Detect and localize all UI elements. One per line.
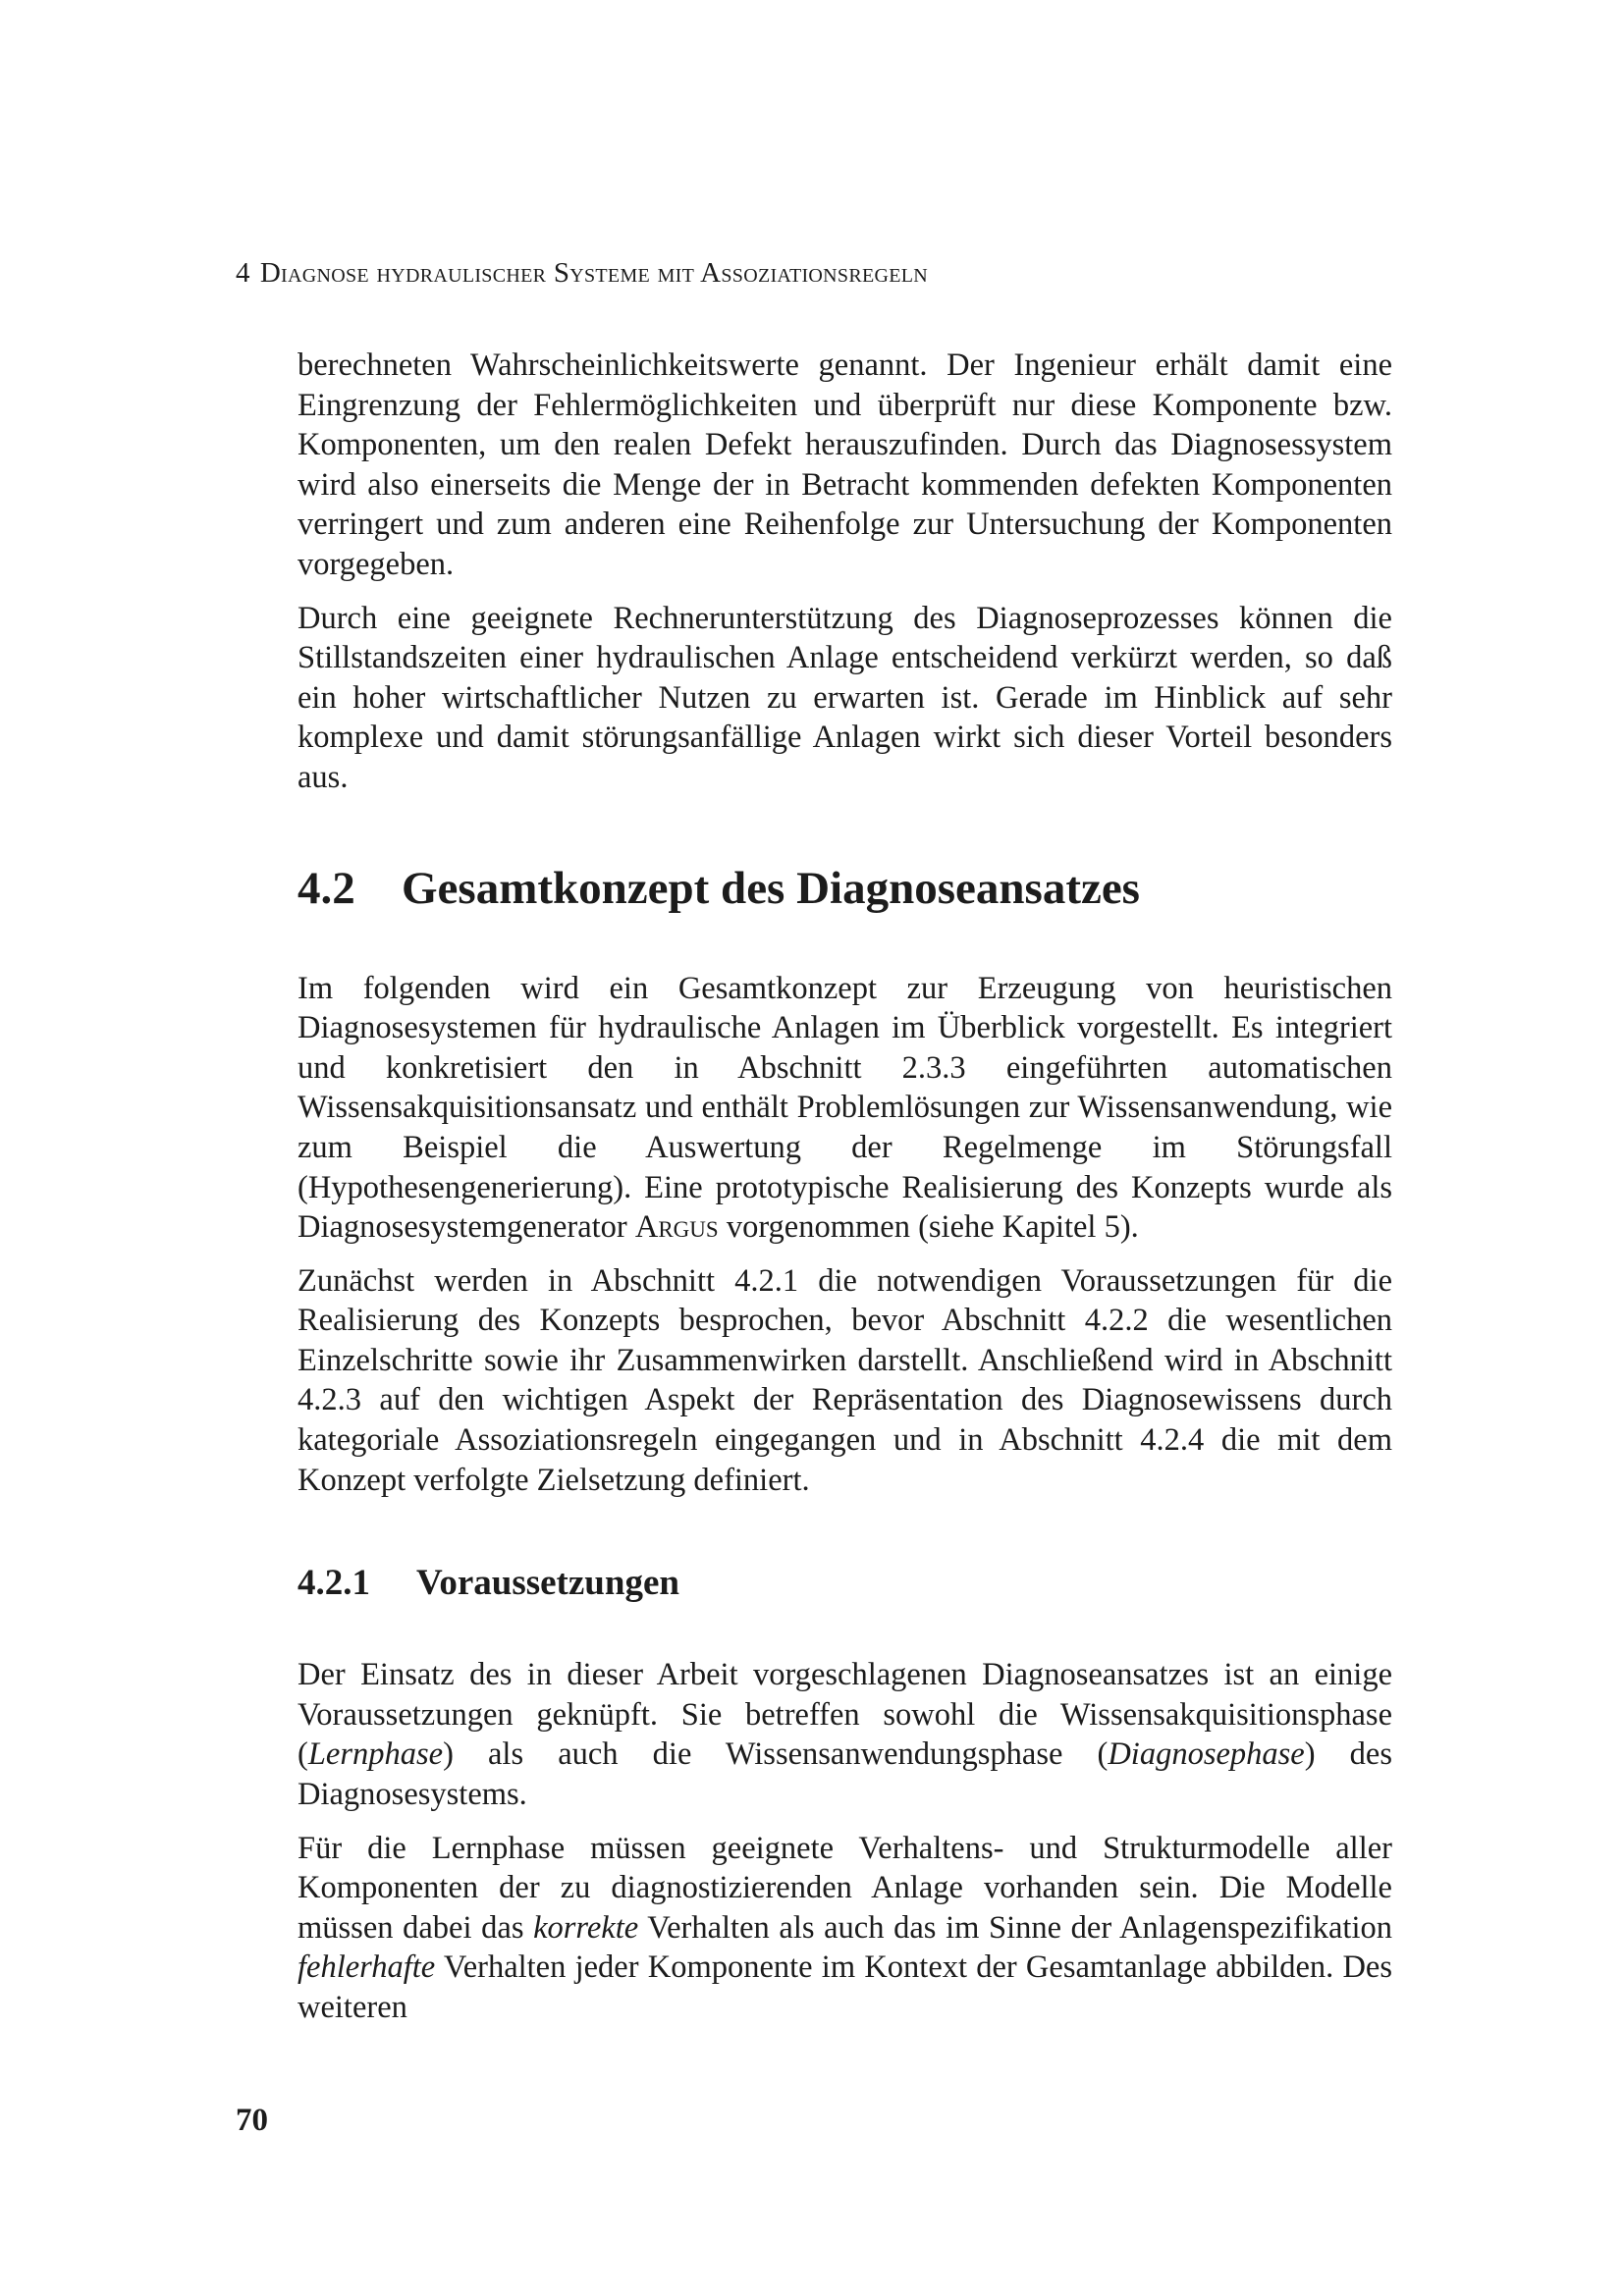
subsection-heading xyxy=(298,1563,1392,1604)
running-head xyxy=(236,257,928,290)
section-p1-text-b: vorgenommen (siehe Kapitel 5). xyxy=(718,1209,1139,1246)
emph-fehlerhafte: fehlerhafte xyxy=(298,1949,436,1986)
subsection-number: 4.2.1 xyxy=(298,1563,370,1604)
section-heading xyxy=(298,863,1392,914)
sub-p1-text-a: Der Einsatz des in dieser Arbeit vorgeschlagenen Diagnoseansatzes ist an einige Voraussetzungen geknüpft. Sie betreffen sowohl die Wissensakquisitionsphase ( xyxy=(298,1657,1392,1773)
paragraph-intro-1: berechneten Wahrscheinlichkeitswerte genannt. Der Ingenieur erhält damit eine Eingrenzung der Fehlermöglichkeiten und überprüft nur diese Komponente bzw. Komponenten, um den realen Defekt herauszufinden. Durch das Diagnosessystem wird also einerseits die Menge der in Betracht kommenden defekten Komponenten verringert und zum anderen eine Reihenfolge zur Untersuchung der Komponenten vorgegeben. xyxy=(298,347,1392,582)
subsection-paragraph-2 xyxy=(298,1829,1392,2028)
sub-p1-text-b: ) als auch die Wissensanwendungsphase ( xyxy=(443,1736,1109,1773)
sub-p1-text-c: ) des Diagnosesystems. xyxy=(298,1736,1392,1813)
emph-korrekte: korrekte xyxy=(533,1909,639,1946)
chapter-number: 4 xyxy=(236,257,250,289)
section-paragraph-2: Zunächst werden in Abschnitt 4.2.1 die notwendigen Voraussetzungen für die Realisierung des Konzepts besprochen, bevor Abschnitt 4.2.2 die wesentlichen Einzelschritte sowie ihr Zusammenwirken darstellt. Anschließend wird in Abschnitt 4.2.3 auf den wichtigen Aspekt der Repräsentation des Diagnosewissens durch kategoriale Assoziationsregeln eingegangen und in Abschnitt 4.2.4 die mit dem Konzept verfolgte Zielsetzung definiert. xyxy=(298,1262,1392,1498)
subsection-paragraph-1 xyxy=(298,1655,1392,1814)
chapter-title: Diagnose hydraulischer Systeme mit Assoziationsregeln xyxy=(259,257,929,289)
argus-name: Argus xyxy=(634,1209,719,1246)
sub-p2-text-a: Für die Lernphase müssen geeignete Verhaltens- und Strukturmodelle aller Komponenten der zu diagnostizierenden Anlage vorhanden sein. Die Modelle müssen dabei das xyxy=(298,1830,1392,1946)
section-p1-text-a: Im folgenden wird ein Gesamtkonzept zur Erzeugung von heuristischen Diagnosesystemen für hydraulische Anlagen im Überblick vorgestellt. Es integriert und konkretisiert den in Abschnitt 2.3.3 eingeführten automatischen Wissensakquisitionsansatz und enthält Problemlösungen zur Wissensanwendung, wie zum Beispiel die Auswertung der Regelmenge im Störungsfall (Hypothesengenerierung). Eine prototypische Realisierung des Konzepts wurde als Diagnosesystemgenerator xyxy=(298,970,1392,1246)
sub-p2-text-b: Verhalten als auch das im Sinne der Anlagenspezifikation xyxy=(638,1909,1392,1946)
sub-p2-text-c: Verhalten jeder Komponente im Kontext der Gesamtanlage abbilden. Des weiteren xyxy=(298,1949,1392,2025)
emph-lernphase: Lernphase xyxy=(307,1736,444,1773)
page-number: 70 xyxy=(236,2103,268,2138)
section-paragraph-1 xyxy=(298,969,1392,1248)
section-title: Gesamtkonzept des Diagnoseansatzes xyxy=(402,862,1140,914)
paragraph-intro-2: Durch eine geeignete Rechnerunterstützung des Diagnoseprozesses können die Stillstandszeiten einer hydraulischen Anlage entscheidend verkürzt werden, so daß ein hoher wirtschaftlicher Nutzen zu erwarten ist. Gerade im Hinblick auf sehr komplexe und damit störungsanfällige Anlagen wirkt sich dieser Vorteil besonders aus. xyxy=(298,600,1392,795)
subsection-title: Voraussetzungen xyxy=(416,1563,679,1604)
emph-diagnosephase: Diagnosephase xyxy=(1108,1736,1305,1773)
body-text xyxy=(298,346,1392,2042)
section-number: 4.2 xyxy=(298,862,355,914)
